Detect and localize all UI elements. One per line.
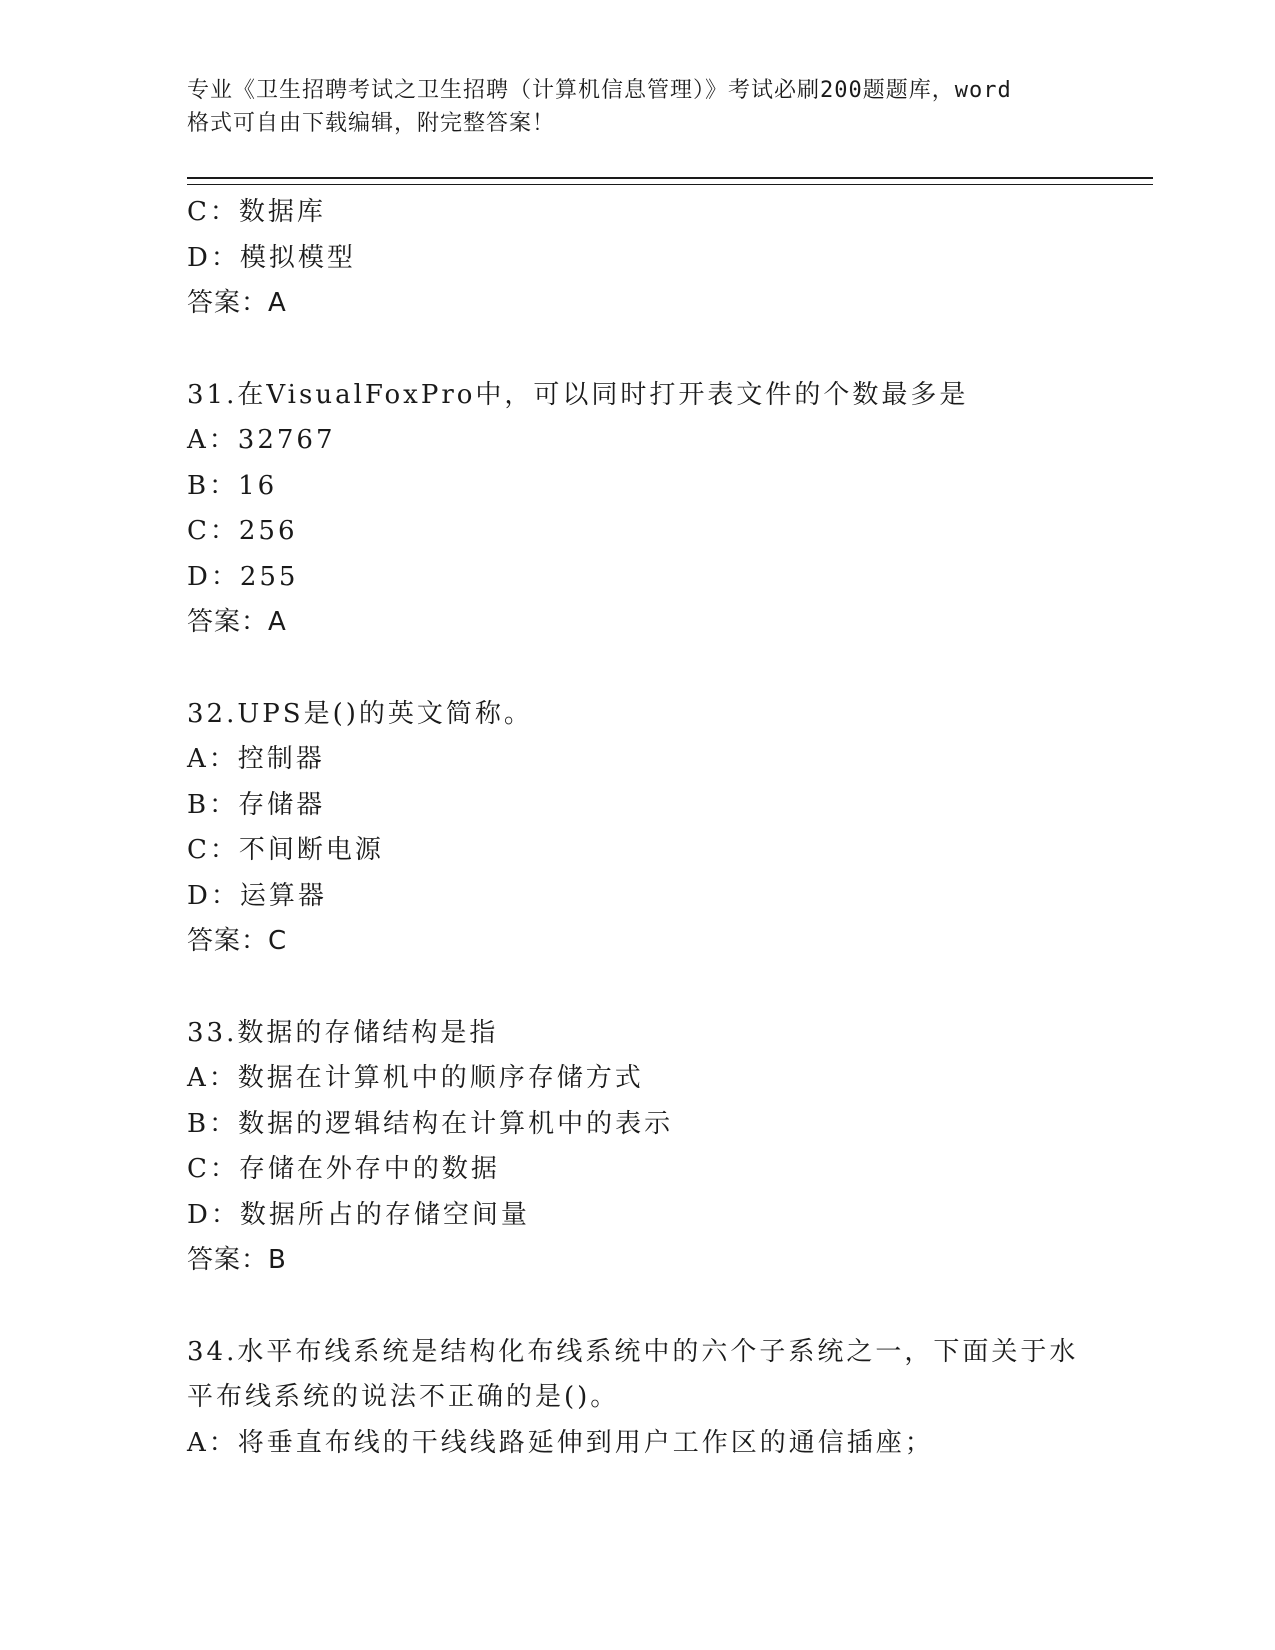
- question-gap: [187, 965, 1087, 1011]
- option-d: D：模拟模型: [187, 242, 356, 273]
- option-a: A：将垂直布线的干线线路延伸到用户工作区的通信插座；: [187, 1427, 934, 1458]
- document-header: [187, 74, 1087, 140]
- question-31: [187, 373, 1087, 646]
- option-a: A：32767: [187, 425, 336, 455]
- answer-line: 答案：A: [187, 288, 287, 318]
- header-line-1: 专业《卫生招聘考试之卫生招聘（计算机信息管理）》考试必刷200题题库，word: [187, 78, 1012, 103]
- question-gap: [187, 1284, 1087, 1330]
- option-b: B：数据的逻辑结构在计算机中的表示: [187, 1108, 674, 1139]
- option-c: C：不间断电源: [187, 835, 384, 865]
- option-d: D：数据所占的存储空间量: [187, 1199, 530, 1230]
- answer-line: 答案：A: [187, 607, 287, 637]
- question-stem-continued: 平布线系统的说法不正确的是()。: [187, 1382, 620, 1412]
- header-divider: [187, 177, 1153, 185]
- option-c: C：存储在外存中的数据: [187, 1154, 500, 1184]
- header-line-2: 格式可自由下载编辑，附完整答案！: [187, 111, 556, 136]
- option-d: D：运算器: [187, 880, 327, 911]
- option-c: C：256: [187, 516, 298, 546]
- question-32: [187, 692, 1087, 965]
- question-33: [187, 1011, 1087, 1284]
- question-list: [187, 190, 1087, 1466]
- question-gap: [187, 327, 1087, 373]
- question-stem: 33.数据的存储结构是指: [187, 1017, 499, 1048]
- option-a: A：控制器: [187, 744, 325, 774]
- question-stem: 31.在VisualFoxPro中，可以同时打开表文件的个数最多是: [187, 379, 969, 410]
- question-34: [187, 1330, 1087, 1467]
- option-a: A：数据在计算机中的顺序存储方式: [187, 1063, 644, 1093]
- answer-line: 答案：C: [187, 926, 288, 956]
- question-stem: 32.UPS是()的英文简称。: [187, 698, 533, 729]
- carryover-block: [187, 190, 1087, 327]
- option-b: B：存储器: [187, 789, 326, 820]
- question-gap: [187, 646, 1087, 692]
- answer-line: 答案：B: [187, 1245, 287, 1275]
- option-d: D：255: [187, 561, 299, 592]
- question-stem: 34.水平布线系统是结构化布线系统中的六个子系统之一，下面关于水: [187, 1336, 1079, 1367]
- option-b: B：16: [187, 470, 278, 501]
- option-c: C：数据库: [187, 197, 326, 227]
